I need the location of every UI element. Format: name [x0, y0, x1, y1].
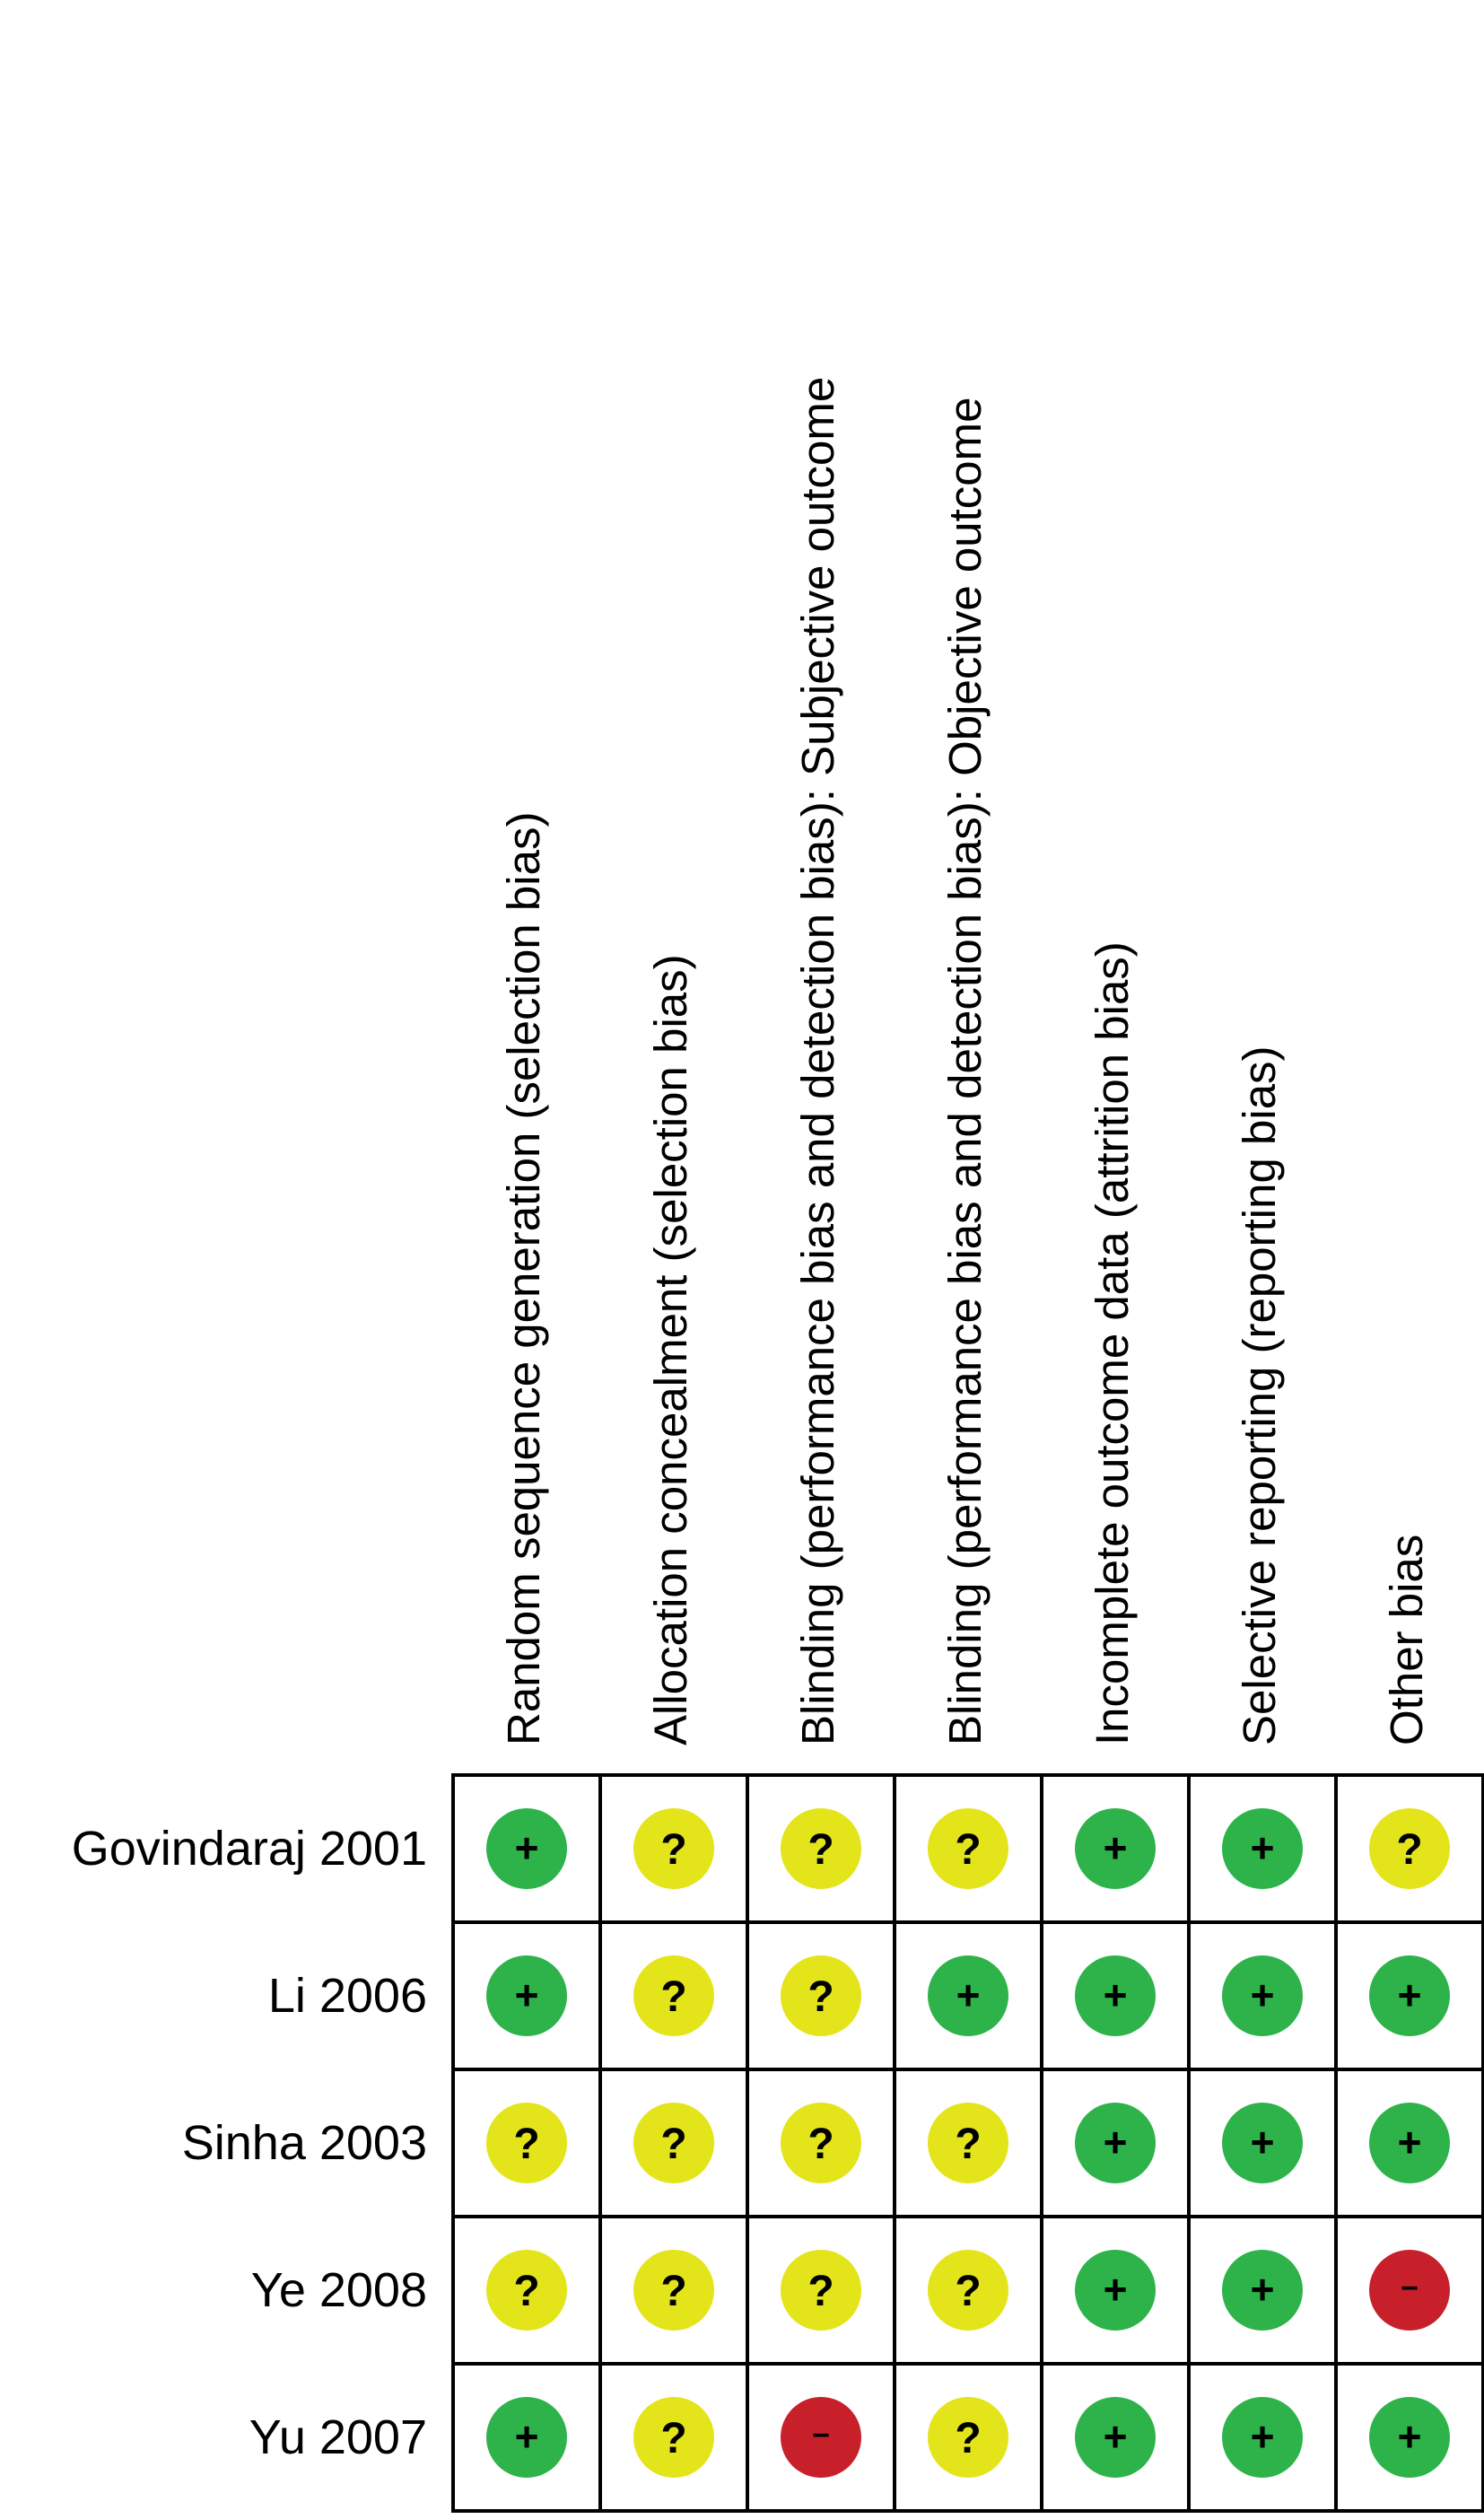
judgement-low-r5-c5 [1075, 2397, 1156, 2478]
judgement-low-r3-c7 [1369, 2103, 1450, 2183]
judgement-symbol: ? [660, 1973, 687, 2021]
judgement-symbol: ? [660, 1826, 687, 1874]
judgement-symbol: ? [660, 2415, 687, 2462]
judgement-symbol: ? [660, 2268, 687, 2315]
judgement-symbol: ? [807, 2121, 834, 2168]
judgement-symbol: ? [955, 1826, 982, 1874]
judgement-low-r3-c6 [1222, 2103, 1303, 2183]
judgement-low-r4-c5 [1075, 2250, 1156, 2331]
judgement-unclear-r1-c7 [1369, 1808, 1450, 1889]
judgement-unclear-r1-c4 [928, 1808, 1008, 1889]
judgement-symbol: ? [955, 2121, 982, 2168]
judgement-unclear-r2-c3 [781, 1955, 861, 2036]
study-label-2: Li 2006 [267, 1969, 427, 2023]
judgement-symbol: + [1103, 2413, 1128, 2460]
judgement-symbol: ? [807, 2268, 834, 2315]
judgement-symbol: + [1397, 2119, 1422, 2165]
judgement-unclear-r3-c4 [928, 2103, 1008, 2183]
study-label-3: Sinha 2003 [181, 2116, 427, 2170]
judgement-symbol: ? [955, 2268, 982, 2315]
judgement-symbol: + [1250, 2266, 1275, 2313]
judgement-symbol: + [1103, 2266, 1128, 2313]
domain-label-6: Selective reporting (reporting bias) [1234, 1045, 1285, 1745]
judgement-symbol: + [1103, 1972, 1128, 2018]
judgement-symbol: ? [807, 1973, 834, 2021]
judgement-low-r2-c4 [928, 1955, 1008, 2036]
domain-label-4: Blinding (performance bias and detection bias): Objective outcome [939, 397, 991, 1745]
judgement-unclear-r4-c1 [486, 2250, 567, 2331]
judgement-symbol: + [1250, 2413, 1275, 2460]
judgement-unclear-r1-c3 [781, 1808, 861, 1889]
judgement-unclear-r2-c2 [633, 1955, 714, 2036]
domain-label-3: Blinding (performance bias and detection bias): Subjective outcome [792, 376, 843, 1745]
judgement-unclear-r3-c2 [633, 2103, 714, 2183]
judgement-low-r5-c7 [1369, 2397, 1450, 2478]
judgement-unclear-r4-c2 [633, 2250, 714, 2331]
judgement-symbol: + [1103, 1824, 1128, 1871]
study-label-1: Govindaraj 2001 [71, 1822, 427, 1876]
judgement-symbol: + [1397, 2413, 1422, 2460]
judgement-unclear-r3-c1 [486, 2103, 567, 2183]
judgement-unclear-r5-c2 [633, 2397, 714, 2478]
judgement-symbol: ? [955, 2415, 982, 2462]
domain-label-7: Other bias [1381, 1534, 1432, 1745]
judgement-symbol: + [1103, 2119, 1128, 2165]
judgement-unclear-r4-c3 [781, 2250, 861, 2331]
judgement-low-r4-c6 [1222, 2250, 1303, 2331]
judgement-symbol: + [1397, 1972, 1422, 2018]
judgement-low-r1-c5 [1075, 1808, 1156, 1889]
domain-label-2: Allocation concealment (selection bias) [645, 954, 696, 1745]
study-label-4: Ye 2008 [250, 2263, 427, 2317]
judgement-symbol: ? [660, 2121, 687, 2168]
judgement-unclear-r3-c3 [781, 2103, 861, 2183]
judgement-low-r2-c7 [1369, 1955, 1450, 2036]
judgement-symbol: + [514, 2413, 539, 2460]
judgement-symbol: + [956, 1972, 981, 2018]
judgement-low-r1-c1 [486, 1808, 567, 1889]
judgement-high-r5-c3 [781, 2397, 861, 2478]
domain-label-5: Incomplete outcome data (attrition bias) [1087, 941, 1138, 1745]
judgement-symbol: + [514, 1972, 539, 2018]
judgement-symbol: ? [1396, 1826, 1423, 1874]
study-label-5: Yu 2007 [249, 2410, 427, 2464]
judgement-symbol: − [1401, 2271, 1419, 2305]
judgement-low-r5-c1 [486, 2397, 567, 2478]
judgement-symbol: ? [807, 1826, 834, 1874]
judgement-symbol: + [514, 1824, 539, 1871]
domain-label-1: Random sequence generation (selection bias) [498, 811, 549, 1745]
judgement-low-r2-c5 [1075, 1955, 1156, 2036]
judgement-symbol: ? [513, 2121, 540, 2168]
judgement-low-r2-c1 [486, 1955, 567, 2036]
judgement-symbol: − [812, 2418, 830, 2453]
judgement-unclear-r1-c2 [633, 1808, 714, 1889]
judgement-unclear-r5-c4 [928, 2397, 1008, 2478]
judgement-symbol: + [1250, 1824, 1275, 1871]
judgement-symbol: ? [513, 2268, 540, 2315]
judgement-low-r5-c6 [1222, 2397, 1303, 2478]
judgement-low-r3-c5 [1075, 2103, 1156, 2183]
judgement-low-r1-c6 [1222, 1808, 1303, 1889]
judgement-unclear-r4-c4 [928, 2250, 1008, 2331]
judgement-symbol: + [1250, 2119, 1275, 2165]
judgement-high-r4-c7 [1369, 2250, 1450, 2331]
judgement-symbol: + [1250, 1972, 1275, 2018]
judgement-low-r2-c6 [1222, 1955, 1303, 2036]
